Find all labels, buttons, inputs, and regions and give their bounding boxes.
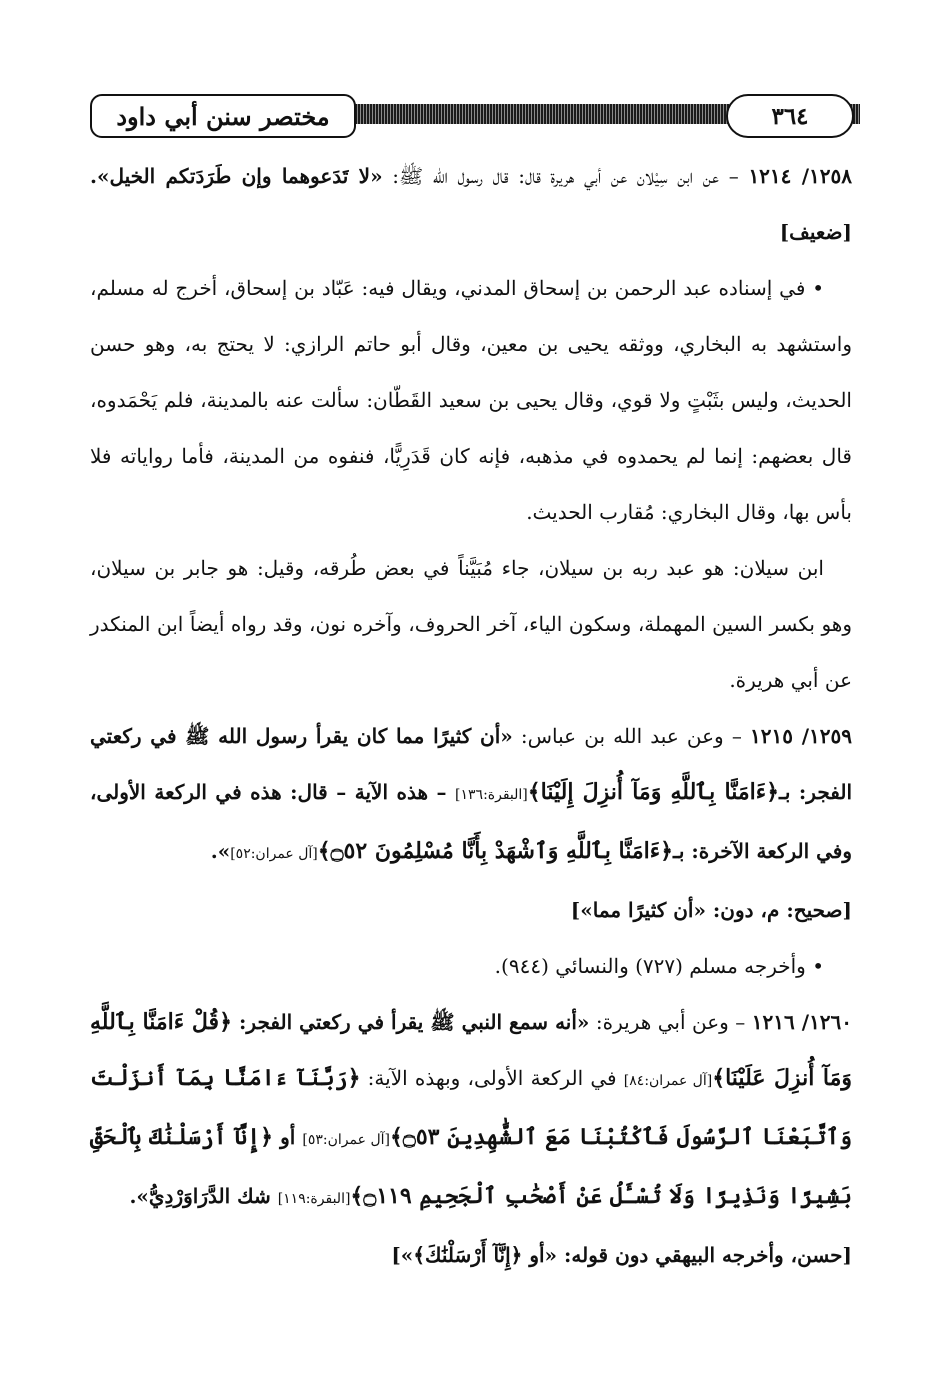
hadith-number: ١٢٥٨/ ١٢١٤ — [748, 164, 852, 188]
verse-reference: [آل عمران:٥٢] — [230, 846, 318, 862]
page-number: ٣٦٤ — [726, 94, 854, 138]
hadith-text: شك الدَّرَاوَرْدِيُّ». — [129, 1184, 278, 1208]
hadith-intro: – وعن أبي هريرة: — [589, 1010, 752, 1034]
commentary-paragraph: • وأخرجه مسلم (٧٢٧) والنسائي (٩٤٤). — [494, 954, 824, 978]
quran-verse: ﴿قُلْ ءَامَنَّا بِٱللَّهِ وَمَآ أُنزِلَ عَلَيْنَا﴾ — [90, 1009, 852, 1091]
verse-reference: [آل عمران:٨٤] — [623, 1073, 713, 1089]
hadith-grade: [صحيح: م، دون: «أن كثيرًا مما»] — [570, 898, 852, 922]
hadith-matn: «أنه سمع النبي ﷺ يقرأ في ركعتي الفجر: — [231, 1010, 590, 1034]
hadith-matn: «لا تَدَعوهما وإن طَرَدَتكم الخيل» — [96, 164, 383, 188]
hadith-text: في الركعة الأولى، وبهذه الآية: — [360, 1066, 624, 1090]
hadith-number: ١٢٥٩/ ١٢١٥ — [750, 724, 852, 748]
quran-verse: ﴿رَبَّنَآ ءَامَنَّا بِمَآ أَنزَلْتَ وَٱتَّبَعْنَا ٱلرَّسُولَ فَٱكْتُبْنَا مَعَ ٱلشَّٰهِدِينَ ۝٥٣﴾ — [90, 1065, 852, 1150]
hadith-1258 — [90, 148, 852, 260]
hadith-1259 — [90, 708, 852, 882]
verse-reference: [آل عمران:٥٣] — [302, 1132, 391, 1148]
quran-verse: ﴿إِنَّآ أَرْسَلْنَٰكَ بِٱلْحَقِّ بَشِيرًا وَنَذِيرًا وَلَا تُسْـَٔلُ عَنْ أَصْحَٰبِ ٱلْجَحِيمِ ۝١١٩﴾ — [90, 1124, 852, 1209]
hadith-intro: – عن ابن سِيْلان عن أبي هريرة قال: قال رسول الله ﷺ: — [382, 164, 749, 188]
hadith-matn: «أن كثيرًا مما كان يقرأ رسول الله ﷺ في ركعتي الفجر: بـ — [90, 724, 853, 804]
verse-reference: [البقرة:١١٩] — [277, 1191, 351, 1207]
quran-verse: ﴿ءَامَنَّا بِٱللَّهِ وَٱشْهَدْ بِأَنَّا مُسْلِمُونَ ۝٥٢﴾ — [317, 838, 673, 864]
quran-verse: ﴿ءَامَنَّا بِٱللَّهِ وَمَآ أُنزِلَ إِلَيْنَا﴾ — [527, 779, 779, 805]
hadith-matn: – هذه الآية – قال: هذه في الركعة الأولى، وفي الركعة الآخرة: بـ — [90, 780, 852, 863]
hadith-number: ١٢٦٠/ ١٢١٦ — [751, 1010, 853, 1034]
book-title: مختصر سنن أبي داود — [90, 94, 356, 138]
page-body — [90, 148, 852, 1283]
hadith-grade: . [ضعيف] — [90, 164, 852, 244]
hadith-text: أو — [273, 1125, 303, 1149]
commentary-paragraph: ابن سيلان: هو عبد ربه بن سيلان، جاء مُبَيَّناً في بعض طُرقه، وقيل: هو جابر بن سيلان، وهو بكسر السين المهملة، وسكون الياء، آخر الحروف، وآخره نون، وقد رواه أيضاً ابن المنكدر عن أبي هريرة. — [90, 556, 852, 692]
commentary-paragraph: • في إسناده عبد الرحمن بن إسحاق المدني، ويقال فيه: عَبّاد بن إسحاق، أخرج له مسلم، واستشهد به البخاري، ووثقه يحيى بن معين، وقال أبو حاتم الرازي: لا يحتج به، وهو حسن الحديث، وليس بثَبْتٍ ولا قوي، وقال يحيى بن سعيد القَطّان: سألت عنه بالمدينة، فلم يَحْمَدوه، قال بعضهم: إنما لم يحمدوه في مذهبه، فإنه كان قَدَرِيًّا، فنفوه من المدينة، فأما رواياته فلا بأس بها، وقال البخاري: مُقارب الحديث. — [90, 276, 852, 524]
verse-reference: [البقرة:١٣٦] — [455, 787, 528, 803]
hadith-matn: ». — [210, 839, 231, 863]
page-header — [90, 92, 872, 140]
hadith-1260 — [90, 994, 852, 1227]
hadith-intro: – وعن عبد الله بن عباس: — [512, 724, 750, 748]
hadith-grade: [حسن، وأخرجه البيهقي دون قوله: «أو ﴿إِنَّآ أَرْسَلْنَٰكَ﴾»] — [391, 1243, 852, 1267]
